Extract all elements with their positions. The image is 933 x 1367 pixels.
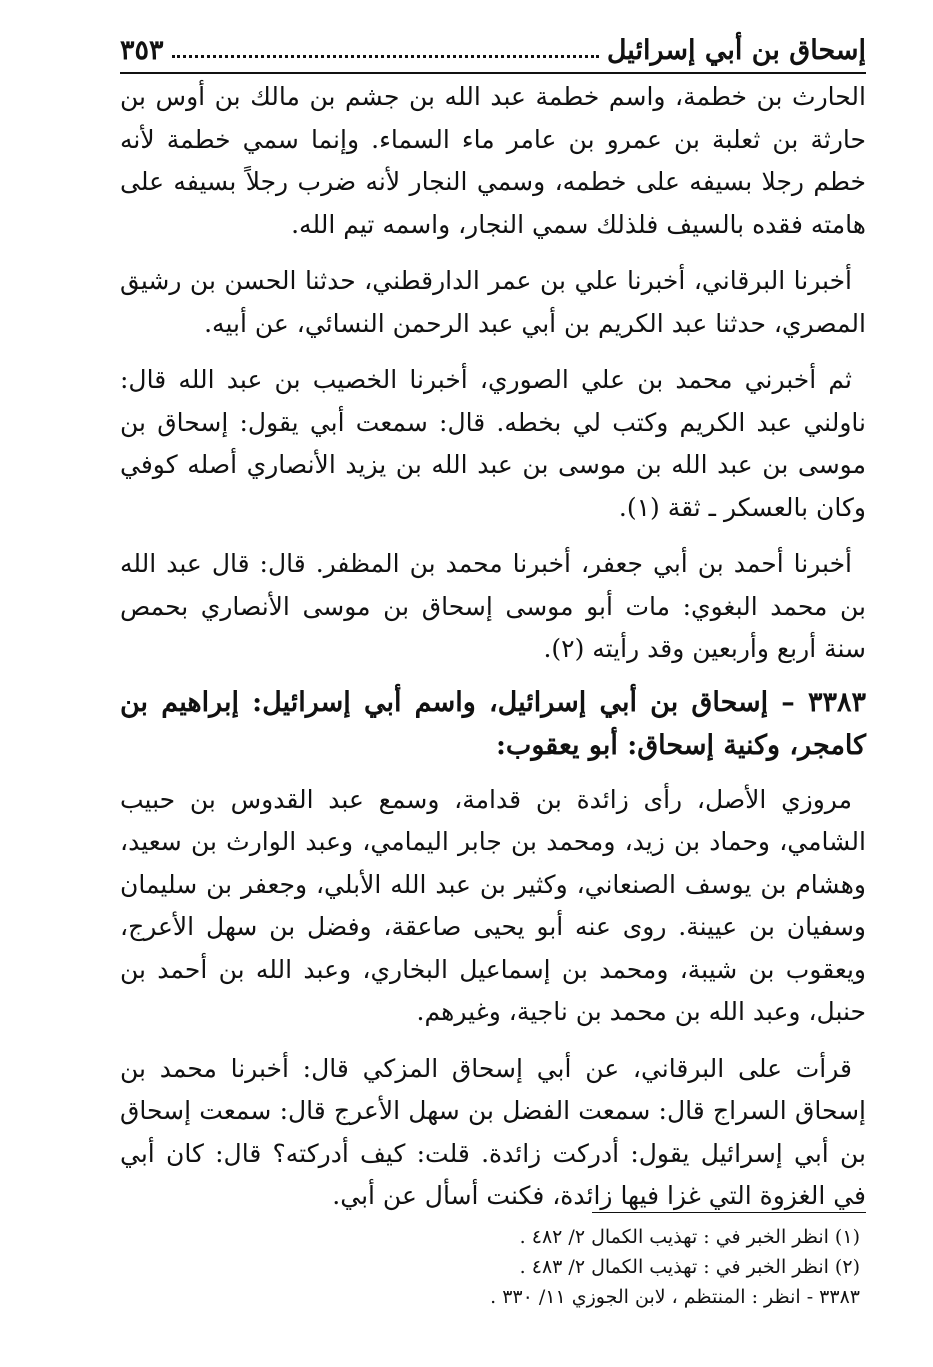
paragraph-biography: مروزي الأصل، رأى زائدة بن قدامة، وسمع عبد القدوس بن حبيب الشامي، وحماد بن زيد، ومحمد بن جابر اليمامي، وعبد الوارث بن سعيد، وهشام بن يوسف الصنعاني، وكثير بن عبد الله الأبلي، وجعفر بن سليمان وسفيان بن عيينة. روى عنه أبو يحيى صاعقة، وفضل بن سهل الأعرج، ويعقوب بن شيبة، ومحمد بن إسماعيل البخاري، وعبد الله بن أحمد بن حنبل، وعبد الله بن محمد بن ناجية، وغيرهم. — [120, 784, 866, 1026]
footnote-separator — [592, 1212, 866, 1213]
footnote-3: ٣٣٨٣ - انظر : المنتظم ، لابن الجوزي ١١/ ٣٣٠ . — [490, 1286, 860, 1308]
paragraph-isnad-2: ثم أخبرني محمد بن علي الصوري، أخبرنا الخصيب بن عبد الله قال: ناولني عبد الكريم وكتب لي بخطه. قال: سمعت أبي يقول: إسحاق بن موسى بن عبد الله بن موسى بن عبد الله بن يزيد الأنصاري أصله كوفي وكان بالعسكر ـ ثقة (١). — [120, 365, 866, 522]
main-text — [120, 76, 866, 1218]
paragraph-report: قرأت على البرقاني، عن أبي إسحاق المزكي قال: أخبرنا محمد بن إسحاق السراج قال: سمعت الفضل بن سهل الأعرج قال: سمعت إسحاق بن أبي إسرائيل يقول: أدركت زائدة. قلت: كيف أدركته؟ قال: كان أبي في الغزوة التي غزا فيها زائدة، فكنت أسأل عن أبي. — [120, 1053, 866, 1210]
header-dot-leader — [172, 55, 599, 58]
paragraph-isnad-3: أخبرنا أحمد بن أبي جعفر، أخبرنا محمد بن المظفر. قال: قال عبد الله بن محمد البغوي: مات أبو موسى إسحاق بن موسى الأنصاري بحمص سنة أربع وأربعين وقد رأيته (٢). — [120, 549, 866, 663]
footnote-1: (١) انظر الخبر في : تهذيب الكمال ٢/ ٤٨٢ . — [519, 1226, 860, 1248]
entry-title: ٣٣٨٣ – إسحاق بن أبي إسرائيل، واسم أبي إسرائيل: إبراهيم بن كامجر، وكنية إسحاق: أبو يعقوب: — [120, 686, 866, 761]
footnote-2: (٢) انظر الخبر في : تهذيب الكمال ٢/ ٤٨٣ . — [519, 1256, 860, 1278]
header-title: إسحاق بن أبي إسرائيل — [606, 35, 866, 66]
footnotes — [300, 1222, 860, 1312]
running-header — [120, 28, 866, 74]
paragraph-isnad-1: أخبرنا البرقاني، أخبرنا علي بن عمر الدارقطني، حدثنا الحسن بن رشيق المصري، حدثنا عبد الكريم بن أبي عبد الرحمن النسائي، عن أبيه. — [120, 266, 866, 338]
page-number: ٣٥٣ — [120, 35, 164, 66]
paragraph-continuation: الحارث بن خطمة، واسم خطمة عبد الله بن جشم بن مالك بن أوس بن حارثة بن ثعلبة بن عمرو بن عامر ماء السماء. وإنما سمي خطمة لأنه خطم رجلا بسيفه على خطمه، وسمي النجار لأنه ضرب رجلاً بسيفه على هامته فقده بالسيف فلذلك سمي النجار، واسمه تيم الله. — [120, 82, 866, 239]
